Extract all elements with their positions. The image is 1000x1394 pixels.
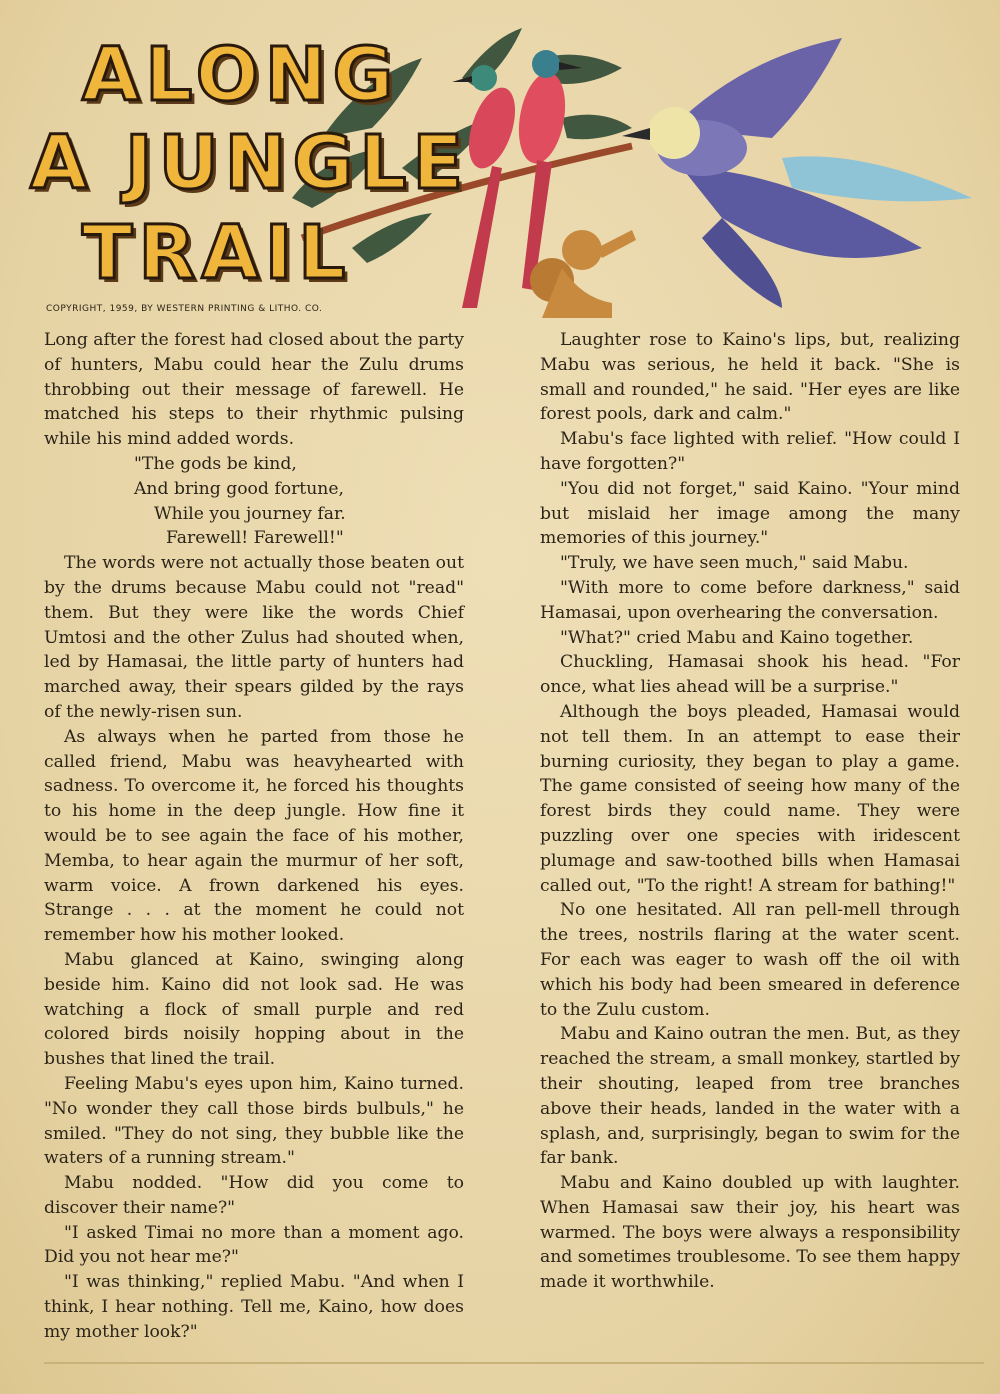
paragraph: Mabu's face lighted with relief. "How could I have forgotten?" — [540, 429, 960, 474]
paragraph: "You did not forget," said Kaino. "Your mind but mislaid her image among the many memories of this journey." — [540, 478, 960, 549]
copyright-notice: COPYRIGHT, 1959, BY WESTERN PRINTING & LITHO. CO. — [46, 304, 323, 314]
paragraph: "I was thinking," replied Mabu. "And when I think, I hear nothing. Tell me, Kaino, how does my mother look?" — [44, 1272, 464, 1342]
paragraph: Mabu nodded. "How did you come to discover their name?" — [44, 1173, 464, 1218]
paragraph: Although the boys pleaded, Hamasai would not tell them. In an attempt to ease their burning curiosity, they began to play a game. The game consisted of seeing how many of the forest birds they could name. They were puzzling over one species with iridescent plumage and saw-toothed bills when Hamasai called out, "To the right! A stream for bathing!" — [540, 701, 960, 896]
paragraph: Laughter rose to Kaino's lips, but, realizing Mabu was serious, he held it back. "She is small and rounded," he said. "Her eyes are like forest pools, dark and calm." — [540, 330, 960, 425]
paragraph: Mabu glanced at Kaino, swinging along beside him. Kaino did not look sad. He was watching a flock of small purple and red colored birds noisily hopping about in the bushes that lined the trail. — [44, 949, 464, 1070]
paragraph: "I asked Timai no more than a moment ago. Did you not hear me?" — [44, 1222, 464, 1268]
paragraph: Mabu and Kaino outran the men. But, as they reached the stream, a small monkey, startled by their shouting, leaped from tree branches above their heads, landed in the water with a splash, and, surprisingly, began to swim for the far bank. — [540, 1024, 960, 1169]
paragraph: As always when he parted from those he called friend, Mabu was heavyhearted with sadness. To overcome it, he forced his thoughts to his home in the deep jungle. How fine it would be to see again the face of his mother, Memba, to hear again the murmur of her soft, warm voice. A frown darkened his eyes. Strange . . . at the moment he could not remember how his mother looked. — [44, 726, 464, 946]
paragraph: Chuckling, Hamasai shook his head. "For once, what lies ahead will be a surprise." — [540, 652, 960, 698]
left-column — [44, 328, 464, 1345]
poem-line: And bring good fortune, — [134, 478, 344, 499]
paragraph: The words were not actually those beaten out by the drums because Mabu could not "read" them. But they were like the words Chief Umtosi and the other Zulus had shouted when, led by Hamasai, the little party of hunters had marched away, their spears gilded by the rays of the newly-risen sun. — [44, 553, 464, 722]
poem-line: While you journey far. — [154, 503, 346, 524]
paragraph: Mabu and Kaino doubled up with laughter. When Hamasai saw their joy, his heart was warmed. The boys were always a responsibility and sometimes troublesome. To see them happy made it worthwhile. — [540, 1173, 960, 1293]
title-line-1: ALONG — [82, 32, 400, 118]
poem-line: Farewell! Farewell!" — [166, 528, 344, 549]
poem-line: "The gods be kind, — [134, 453, 297, 474]
paragraph: Long after the forest had closed about the party of hunters, Mabu could hear the Zulu drums throbbing out their message of farewell. He matched his steps to their rhythmic pulsing while his mind added words. — [44, 330, 465, 450]
paragraph: No one hesitated. All ran pell-mell through the trees, nostrils flaring at the water scent. For each was eager to wash off the oil with which his body had been smeared in deference to the Zulu custom. — [540, 900, 960, 1020]
paragraph: Feeling Mabu's eyes upon him, Kaino turned. "No wonder they call those birds bulbuls," he smiled. "They do not sing, they bubble like the waters of a running stream." — [44, 1073, 464, 1169]
page-bottom-rule — [44, 1362, 984, 1364]
paragraph: "What?" cried Mabu and Kaino together. — [560, 627, 914, 648]
drum-poem — [44, 452, 464, 551]
paragraph: "Truly, we have seen much," said Mabu. — [560, 553, 909, 574]
paragraph: "With more to come before darkness," said Hamasai, upon overhearing the conversation. — [540, 577, 960, 623]
title-line-2: A JUNGLE — [30, 120, 470, 206]
title-line-3: TRAIL — [82, 210, 352, 296]
right-column — [540, 328, 960, 1295]
title-panel — [22, 18, 988, 318]
